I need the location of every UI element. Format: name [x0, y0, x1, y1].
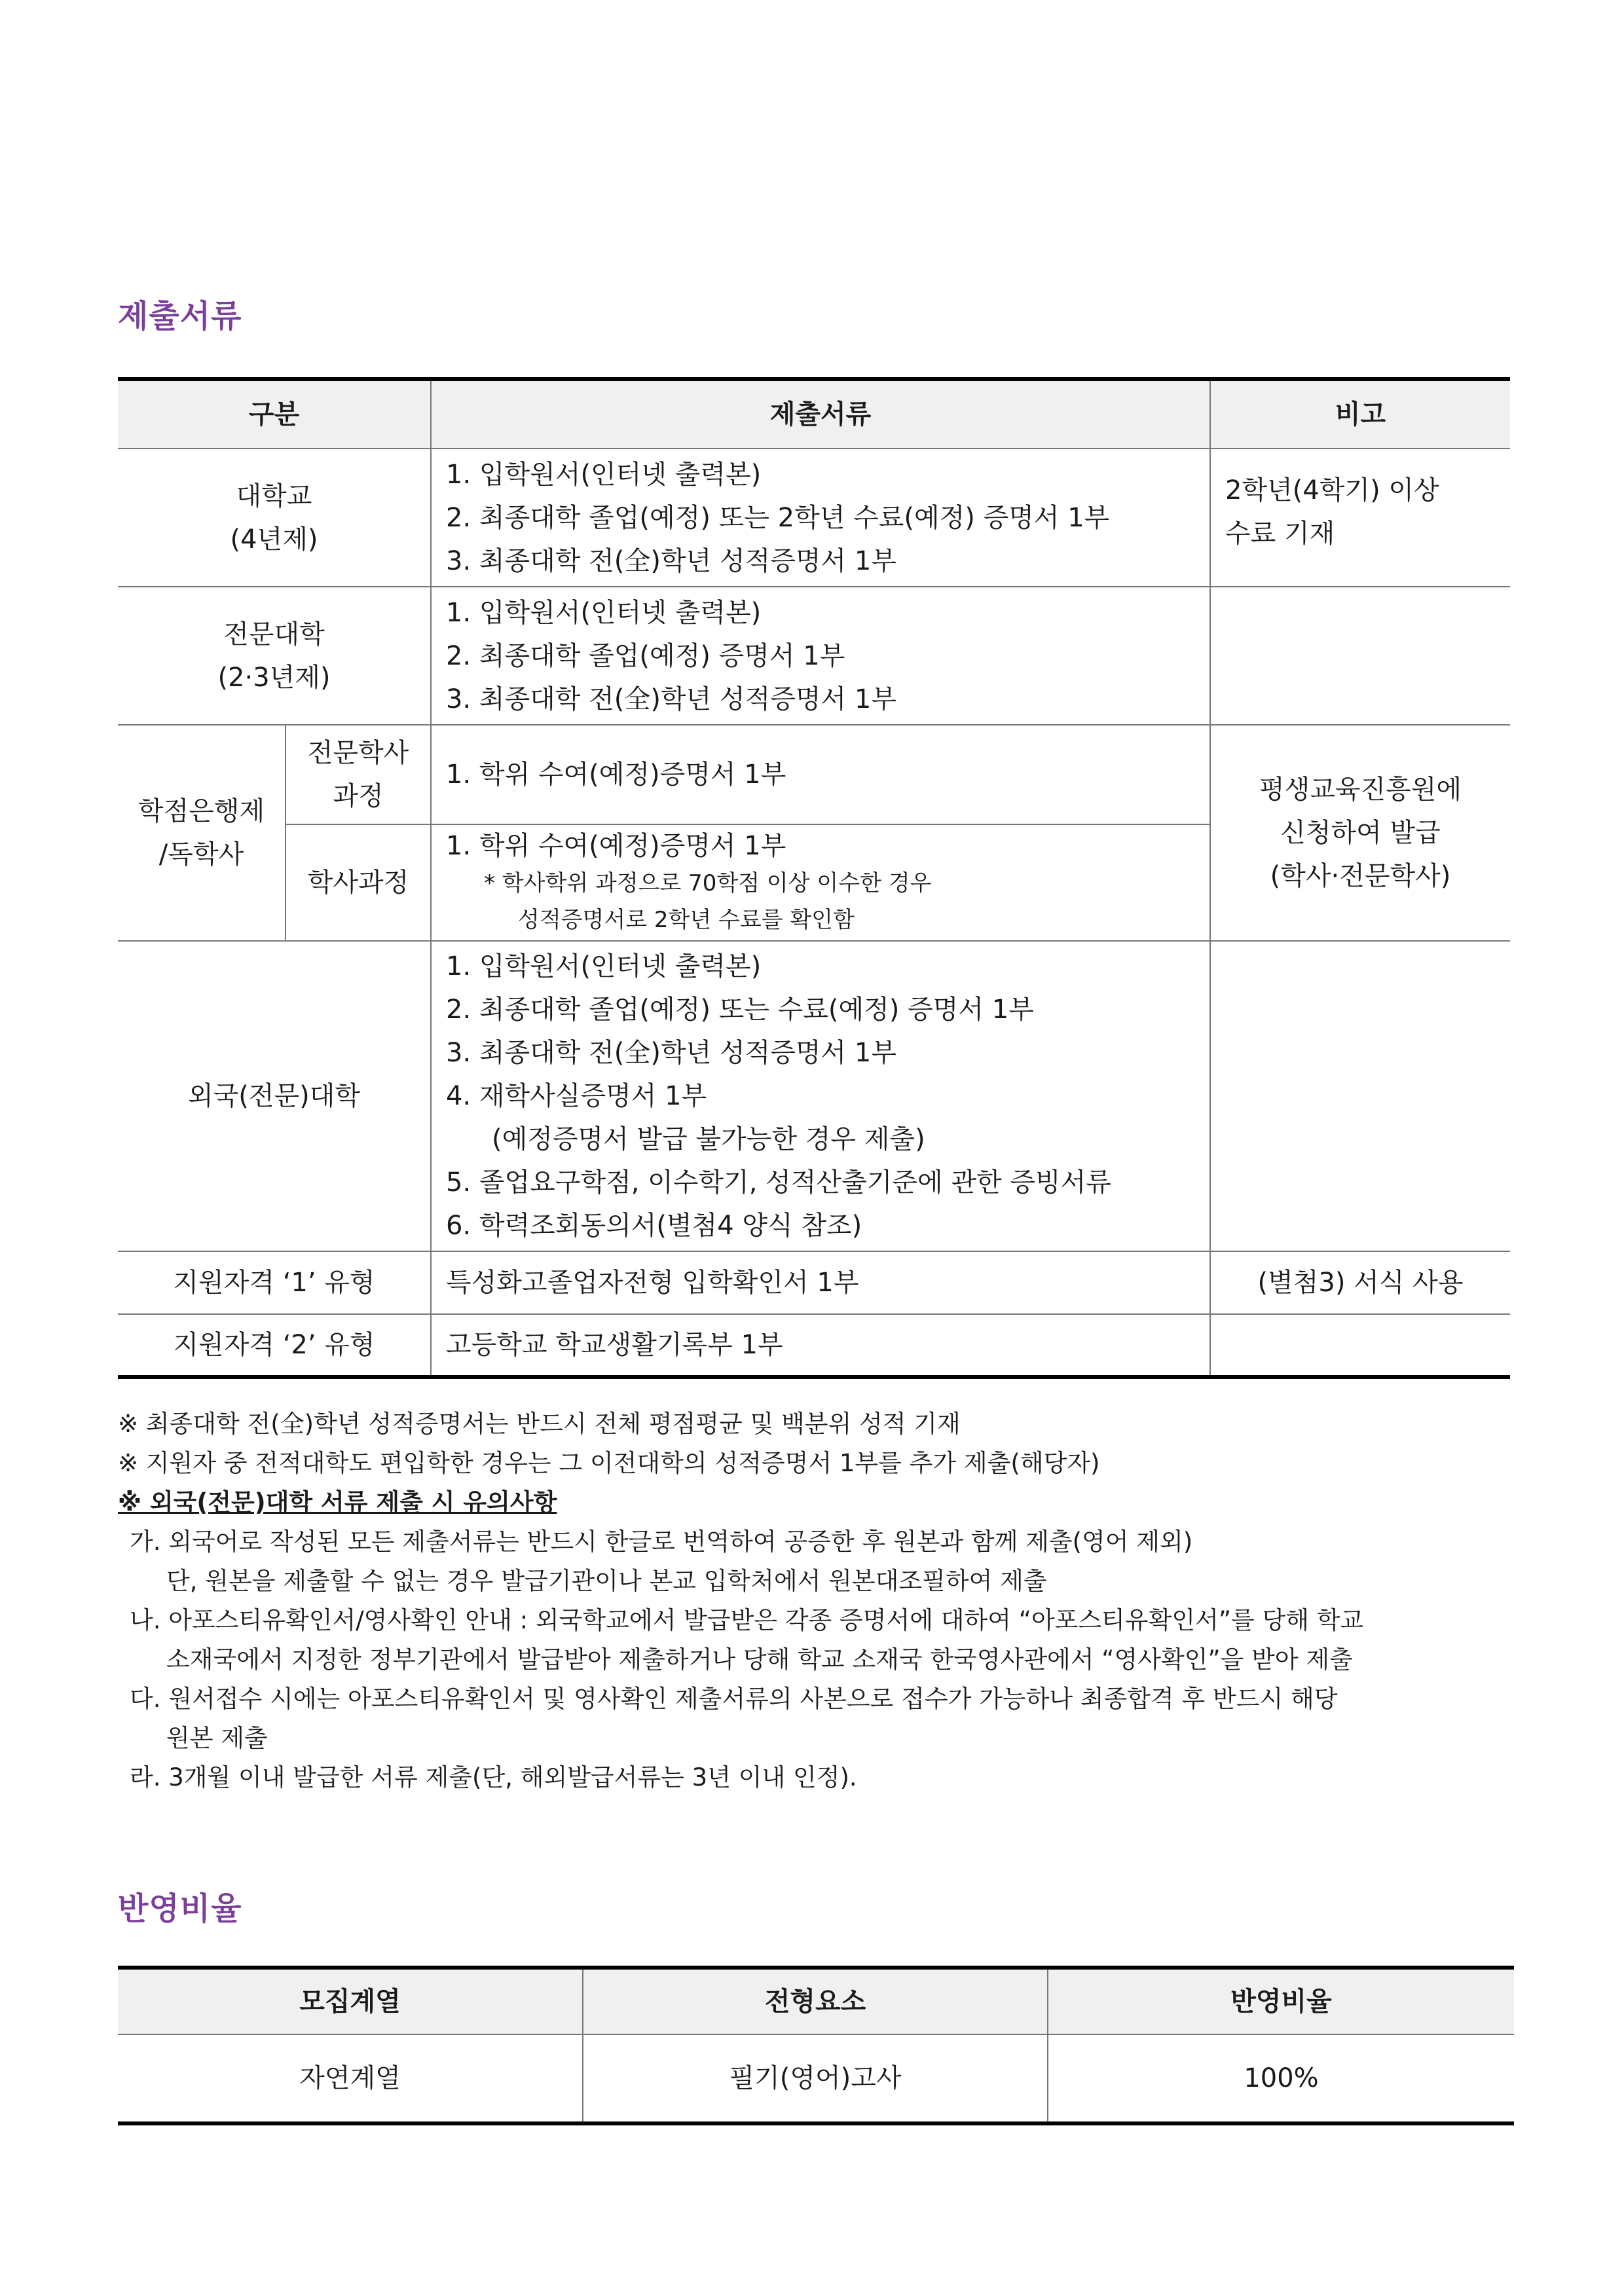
notes-block — [118, 1405, 1519, 1797]
note-line: 나. 아포스티유확인서/영사확인 안내 : 외국학교에서 발급받은 각종 증명서에 대하여 “아포스티유확인서”를 당해 학교 — [130, 1606, 1364, 1634]
documents-cell: 1. 입학원서(인터넷 출력본) 2. 최종대학 졸업(예정) 또는 2학년 수료(예정) 증명서 1부 3. 최종대학 전(全)학년 성적증명서 1부 — [431, 449, 1210, 587]
table-row — [118, 941, 1510, 1251]
remarks-cell — [1210, 1314, 1510, 1377]
note-line: 라. 3개월 이내 발급한 서류 제출(단, 해외발급서류는 3년 이내 인정). — [130, 1763, 857, 1791]
table-row — [118, 725, 1510, 824]
documents-cell: 1. 입학원서(인터넷 출력본) 2. 최종대학 졸업(예정) 또는 수료(예정) 증명서 1부 3. 최종대학 전(全)학년 성적증명서 1부 4. 재학사실증명서 1부 (예정증명서 발급 불가능한 경우 제출) 5. 졸업요구학점, 이수학기, 성적산출기준에 관한 증빙서류 6. 학력조회동의서(별첨4 양식 참조) — [431, 941, 1210, 1251]
header-category: 구분 — [118, 379, 431, 449]
table-row — [118, 1314, 1510, 1377]
header-documents: 제출서류 — [431, 379, 1210, 449]
remarks-cell — [1210, 941, 1510, 1251]
remarks-cell — [1210, 587, 1510, 725]
header-remarks: 비고 — [1210, 379, 1510, 449]
documents-cell: 고등학교 학교생활기록부 1부 — [431, 1314, 1210, 1377]
remarks-cell: 평생교육진흥원에 신청하여 발급 (학사·전문학사) — [1210, 725, 1510, 941]
category-cell: 대학교 (4년제) — [118, 449, 431, 587]
category-cell: 전문대학 (2·3년제) — [118, 587, 431, 725]
note-heading: ※ 외국(전문)대학 서류 제출 시 유의사항 — [118, 1488, 557, 1516]
note-line: ※ 최종대학 전(全)학년 성적증명서는 반드시 전체 평점평균 및 백분위 성적 기재 — [118, 1410, 961, 1438]
remarks-cell: (별첨3) 서식 사용 — [1210, 1251, 1510, 1314]
section-title-ratio: 반영비율 — [118, 1890, 242, 1927]
header-field: 모집계열 — [118, 1968, 583, 2034]
category-cell: 지원자격 ‘1’ 유형 — [118, 1251, 431, 1314]
header-element: 전형요소 — [583, 1968, 1048, 2034]
note-line: 단, 원본을 제출할 수 없는 경우 발급기관이나 본교 입학처에서 원본대조필하여 제출 — [166, 1567, 1047, 1595]
table-row — [118, 1251, 1510, 1314]
documents-cell: 1. 학위 수여(예정)증명서 1부 * 학사학위 과정으로 70학점 이상 이수한 경우 성적증명서로 2학년 수료를 확인함 — [431, 824, 1210, 941]
category-cell: 학점은행제 /독학사 — [118, 725, 286, 941]
table-row — [118, 449, 1510, 587]
documents-cell: 특성화고졸업자전형 입학확인서 1부 — [431, 1251, 1210, 1314]
note-line: 다. 원서접수 시에는 아포스티유확인서 및 영사확인 제출서류의 사본으로 접수가 가능하나 최종합격 후 반드시 해당 — [130, 1685, 1338, 1713]
note-line: 소재국에서 지정한 정부기관에서 발급받아 제출하거나 당해 학교 소재국 한국영사관에서 “영사확인”을 받아 제출 — [166, 1645, 1353, 1674]
element-cell: 필기(영어)고사 — [583, 2034, 1048, 2123]
note-line: 원본 제출 — [166, 1724, 268, 1752]
ratio-cell: 100% — [1048, 2034, 1514, 2123]
header-ratio: 반영비율 — [1048, 1968, 1514, 2034]
table-row — [118, 2034, 1514, 2123]
category-cell: 지원자격 ‘2’ 유형 — [118, 1314, 431, 1377]
field-cell: 자연계열 — [299, 2063, 401, 2093]
note-line: 가. 외국어로 작성된 모든 제출서류는 반드시 한글로 번역하여 공증한 후 원본과 함께 제출(영어 제외) — [130, 1528, 1193, 1556]
subcategory-cell: 학사과정 — [286, 824, 431, 941]
documents-cell: 1. 입학원서(인터넷 출력본) 2. 최종대학 졸업(예정) 증명서 1부 3. 최종대학 전(全)학년 성적증명서 1부 — [431, 587, 1210, 725]
table-row — [118, 587, 1510, 725]
documents-table — [118, 377, 1510, 1379]
subcategory-cell: 전문학사 과정 — [286, 725, 431, 824]
ratio-table — [118, 1966, 1514, 2125]
remarks-cell: 2학년(4학기) 이상 수료 기재 — [1210, 449, 1510, 587]
section-title-documents: 제출서류 — [118, 298, 242, 335]
note-line: ※ 지원자 중 전적대학도 편입학한 경우는 그 이전대학의 성적증명서 1부를 추가 제출(해당자) — [118, 1449, 1100, 1477]
category-cell: 외국(전문)대학 — [118, 941, 431, 1251]
documents-cell: 1. 학위 수여(예정)증명서 1부 — [431, 725, 1210, 824]
